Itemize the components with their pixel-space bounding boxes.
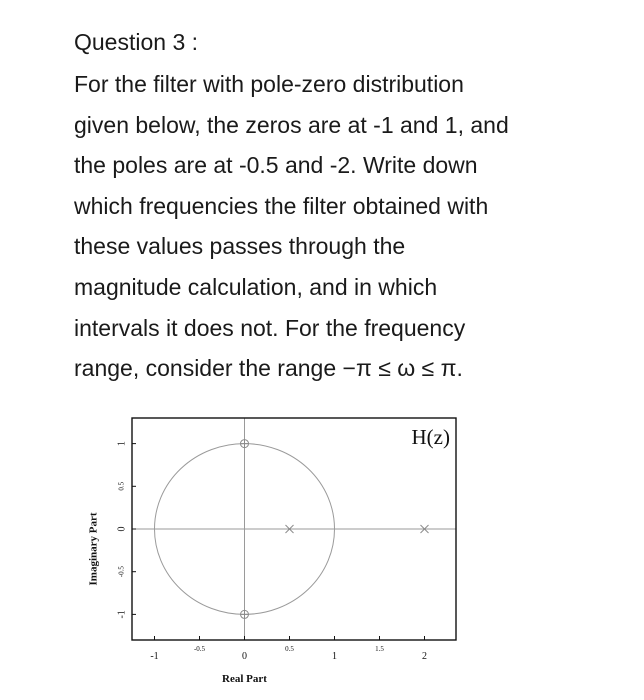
question-line: For the filter with pole-zero distribution [74, 71, 464, 97]
question-line: intervals it does not. For the frequency [74, 314, 466, 341]
x-tick-label: -1 [150, 651, 159, 662]
x-tick-label: 0.5 [285, 645, 294, 653]
x-tick-label: 0 [242, 651, 247, 662]
chart-title: H(z) [411, 425, 450, 449]
y-tick-label: 0 [116, 526, 128, 532]
pole-zero-plot [74, 400, 464, 696]
x-tick-label: 2 [422, 651, 427, 662]
question-line: these values passes through the [74, 233, 406, 260]
x-axis-label: Real Part [222, 673, 267, 685]
question-line: range, consider the range −π ≤ ω ≤ π. [74, 355, 463, 382]
pole-zero-figure [74, 400, 464, 696]
x-tick-label: 1 [332, 651, 337, 662]
question-line: magnitude calculation, and in which [74, 273, 438, 300]
y-tick-label: -1 [116, 610, 128, 619]
question-line: which frequencies the filter obtained with [74, 192, 489, 219]
x-tick-label: 1.5 [375, 645, 384, 653]
x-tick-label: -0.5 [193, 645, 206, 653]
y-tick-label: -0.5 [117, 566, 126, 578]
question-text [74, 64, 574, 389]
y-tick-label: 1 [116, 441, 128, 447]
y-axis-label: Imaginary Part [87, 512, 100, 586]
question-title: Question 3 : [74, 29, 199, 55]
question-line: the poles are at -0.5 and -2. Write down [74, 152, 478, 179]
question-line: given below, the zeros are at -1 and 1, and [74, 111, 509, 138]
y-tick-label: 0.5 [117, 481, 126, 491]
